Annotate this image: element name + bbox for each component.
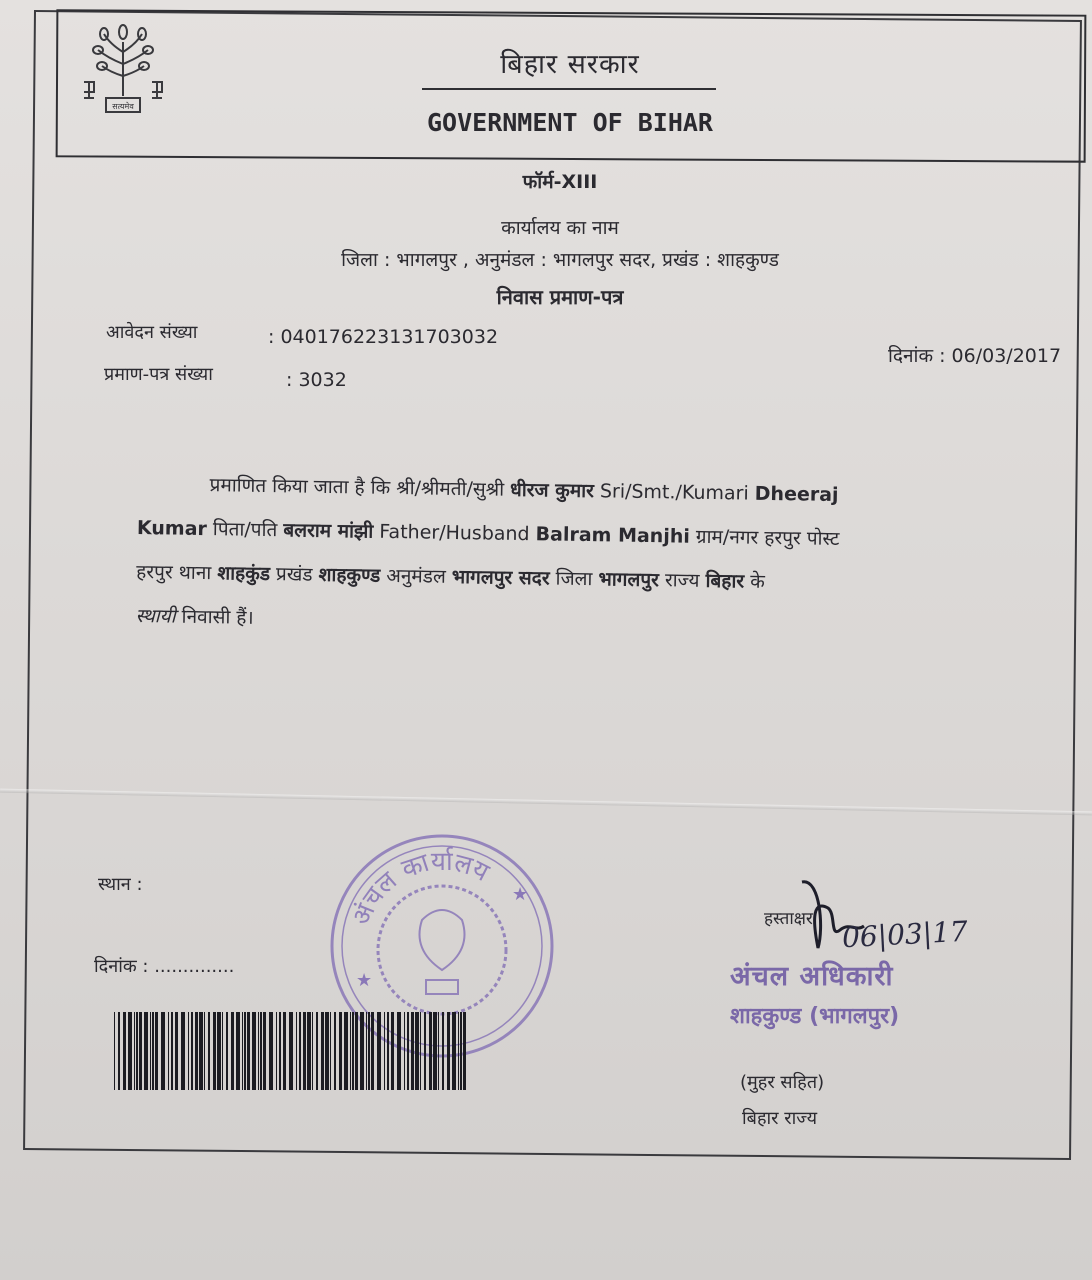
barcode-bar bbox=[208, 1012, 210, 1090]
barcode-bar bbox=[244, 1012, 246, 1090]
body-text-segment: निवासी हैं। bbox=[175, 605, 254, 629]
barcode-bar bbox=[391, 1012, 394, 1090]
barcode-bar bbox=[128, 1012, 132, 1090]
svg-text:★: ★ bbox=[512, 884, 529, 905]
barcode-bar bbox=[289, 1012, 293, 1090]
permanent-word: स्थायी bbox=[135, 604, 176, 628]
certificate-body bbox=[135, 462, 898, 650]
barcode-bar bbox=[114, 1012, 115, 1090]
barcode-bar bbox=[360, 1012, 364, 1090]
barcode-bar bbox=[199, 1012, 203, 1090]
barcode-bar bbox=[231, 1012, 234, 1090]
barcode-bar bbox=[452, 1012, 456, 1090]
barcode-bar bbox=[188, 1012, 189, 1090]
form-number: फॉर्म-XIII bbox=[522, 171, 598, 193]
with-seal-label: (मुहर सहित) bbox=[740, 1072, 825, 1093]
english-government-title: GOVERNMENT OF BIHAR bbox=[427, 108, 713, 137]
body-text-segment: के bbox=[743, 570, 765, 593]
barcode-bar bbox=[136, 1012, 138, 1090]
barcode-bar bbox=[415, 1012, 419, 1090]
barcode-bar bbox=[279, 1012, 281, 1090]
barcode-bar bbox=[321, 1012, 324, 1090]
barcode-bar bbox=[384, 1012, 385, 1090]
barcode-bar bbox=[312, 1012, 313, 1090]
barcode-bar bbox=[171, 1012, 173, 1090]
barcode-bar bbox=[303, 1012, 306, 1090]
barcode-bar bbox=[316, 1012, 318, 1090]
header-box bbox=[56, 9, 1087, 162]
subdivision-name: भागलपुर सदर bbox=[451, 565, 550, 590]
body-text-segment: प्रमाणित किया जाता है कि श्री/श्रीमती/सुश्री bbox=[209, 474, 511, 501]
block-name: शाहकुण्ड bbox=[318, 563, 381, 587]
barcode-bar bbox=[404, 1012, 405, 1090]
barcode-bar bbox=[118, 1012, 120, 1090]
barcode-bar bbox=[150, 1012, 151, 1090]
barcode-bar bbox=[123, 1012, 126, 1090]
barcode-bar bbox=[222, 1012, 223, 1090]
barcode bbox=[112, 1012, 470, 1090]
barcode-bar bbox=[139, 1012, 142, 1090]
barcode-bar bbox=[330, 1012, 331, 1090]
barcode-bar bbox=[269, 1012, 273, 1090]
officer-seal-title: अंचल अधिकारी bbox=[730, 961, 894, 992]
barcode-bar bbox=[247, 1012, 250, 1090]
barcode-bar bbox=[387, 1012, 389, 1090]
barcode-bar bbox=[217, 1012, 221, 1090]
body-text-segment: पिता/पति bbox=[206, 518, 284, 542]
footer-date-label: दिनांक : .............. bbox=[94, 956, 235, 977]
barcode-bar bbox=[195, 1012, 198, 1090]
barcode-bar bbox=[161, 1012, 165, 1090]
barcode-bar bbox=[368, 1012, 370, 1090]
barcode-bar bbox=[350, 1012, 351, 1090]
barcode-bar bbox=[420, 1012, 421, 1090]
signature-label: हस्ताक्षर bbox=[764, 909, 813, 929]
barcode-bar bbox=[424, 1012, 426, 1090]
barcode-bar bbox=[352, 1012, 354, 1090]
barcode-bar bbox=[442, 1012, 444, 1090]
certificate-number-label: प्रमाण-पत्र संख्या bbox=[104, 364, 213, 385]
body-text-segment: Father/Husband bbox=[373, 520, 536, 546]
body-text-segment: अनुमंडल bbox=[380, 564, 453, 588]
body-text-segment: जिला bbox=[549, 567, 599, 591]
district-name: भागलपुर bbox=[598, 568, 660, 592]
body-text-segment: प्रखंड bbox=[269, 563, 319, 586]
emblem-text: सत्यमेव bbox=[112, 102, 134, 111]
hindi-government-title: बिहार सरकार bbox=[500, 49, 640, 80]
barcode-bar bbox=[276, 1012, 277, 1090]
barcode-bar bbox=[366, 1012, 367, 1090]
title-divider bbox=[422, 88, 716, 90]
signature-date: 06|03|17 bbox=[841, 914, 969, 955]
barcode-bar bbox=[344, 1012, 348, 1090]
barcode-bar bbox=[307, 1012, 311, 1090]
holder-name-english-last: Kumar bbox=[136, 516, 208, 541]
stamp-text: अंचल कार्यालय bbox=[346, 847, 494, 930]
svg-text:★: ★ bbox=[356, 970, 373, 991]
barcode-bar bbox=[226, 1012, 228, 1090]
body-text-segment: राज्य bbox=[658, 569, 706, 592]
barcode-bar bbox=[447, 1012, 450, 1090]
barcode-bar bbox=[260, 1012, 262, 1090]
application-number-label: आवेदन संख्या bbox=[106, 322, 198, 343]
father-name-english: Balram Manjhi bbox=[535, 523, 691, 548]
barcode-bar bbox=[144, 1012, 148, 1090]
barcode-bar bbox=[339, 1012, 342, 1090]
barcode-bar bbox=[411, 1012, 414, 1090]
certificate-number-value: : 3032 bbox=[286, 369, 347, 391]
barcode-bar bbox=[438, 1012, 439, 1090]
barcode-bar bbox=[263, 1012, 266, 1090]
application-number-value: : 040176223131703032 bbox=[268, 326, 499, 348]
barcode-bar bbox=[252, 1012, 256, 1090]
barcode-bar bbox=[299, 1012, 301, 1090]
barcode-bar bbox=[377, 1012, 381, 1090]
barcode-bar bbox=[204, 1012, 205, 1090]
body-text-segment: हरपुर थाना bbox=[136, 560, 218, 585]
barcode-bar bbox=[155, 1012, 158, 1090]
officer-seal-location: शाहकुण्ड (भागलपुर) bbox=[730, 1004, 900, 1029]
issue-date: दिनांक : 06/03/2017 bbox=[888, 345, 1062, 367]
barcode-bar bbox=[397, 1012, 401, 1090]
barcode-bar bbox=[458, 1012, 459, 1090]
barcode-bar bbox=[433, 1012, 437, 1090]
barcode-bar bbox=[325, 1012, 329, 1090]
state-name: बिहार bbox=[705, 569, 745, 593]
barcode-bar bbox=[236, 1012, 240, 1090]
barcode-bar bbox=[181, 1012, 185, 1090]
barcode-bar bbox=[242, 1012, 243, 1090]
place-label: स्थान : bbox=[98, 874, 143, 895]
barcode-bar bbox=[191, 1012, 193, 1090]
barcode-bar bbox=[407, 1012, 409, 1090]
holder-name-english-first: Dheeraj bbox=[754, 482, 839, 507]
barcode-bar bbox=[283, 1012, 286, 1090]
barcode-bar bbox=[429, 1012, 432, 1090]
office-location: जिला : भागलपुर , अनुमंडल : भागलपुर सदर, प्रखंड : शाहकुण्ड bbox=[341, 249, 779, 271]
barcode-bar bbox=[213, 1012, 216, 1090]
barcode-bar bbox=[258, 1012, 259, 1090]
barcode-bar bbox=[460, 1012, 462, 1090]
body-text-segment: ग्राम/नगर हरपुर पोस्ट bbox=[689, 525, 840, 551]
barcode-bar bbox=[463, 1012, 466, 1090]
thana-name: शाहकुंड bbox=[217, 562, 271, 586]
state-footer-label: बिहार राज्य bbox=[742, 1108, 818, 1129]
barcode-bar bbox=[355, 1012, 358, 1090]
father-name-hindi: बलराम मांझी bbox=[283, 519, 374, 543]
barcode-bar bbox=[371, 1012, 374, 1090]
barcode-bar bbox=[134, 1012, 135, 1090]
body-text-segment: Sri/Smt./Kumari bbox=[593, 480, 755, 505]
barcode-bar bbox=[168, 1012, 169, 1090]
bihar-emblem-icon bbox=[80, 22, 166, 118]
certificate-title: निवास प्रमाण-पत्र bbox=[496, 285, 624, 309]
barcode-bar bbox=[175, 1012, 178, 1090]
holder-name-hindi: धीरज कुमार bbox=[509, 478, 595, 503]
office-name-label: कार्यालय का नाम bbox=[501, 217, 619, 239]
barcode-bar bbox=[334, 1012, 336, 1090]
barcode-bar bbox=[296, 1012, 297, 1090]
barcode-bar bbox=[152, 1012, 154, 1090]
